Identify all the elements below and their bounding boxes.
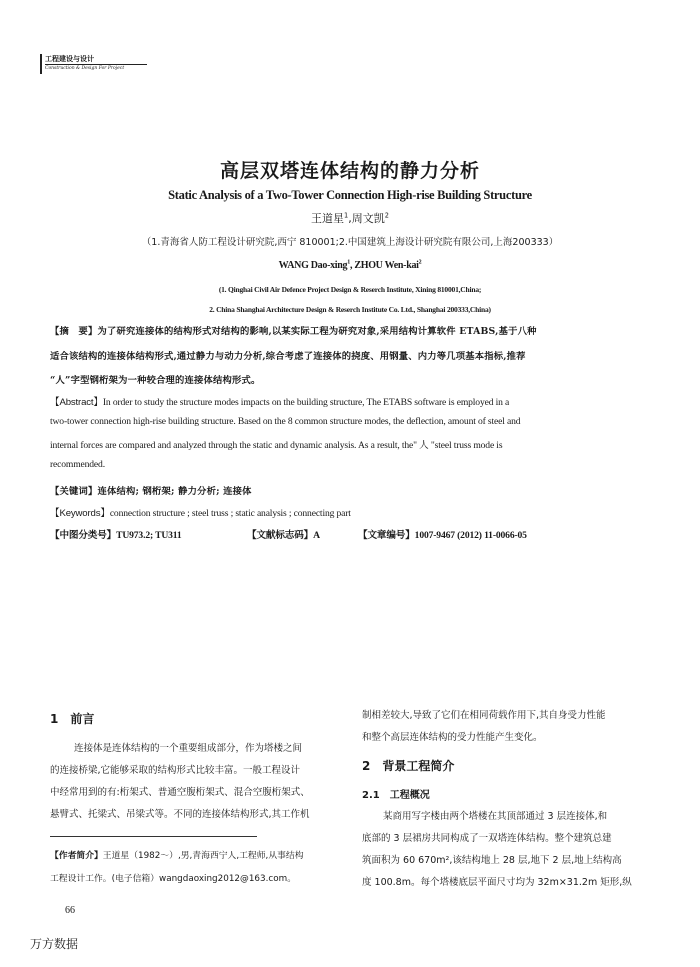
section-1-line: 悬臂式、托梁式、吊梁式等。不同的连接体结构形式,其工作机	[50, 809, 310, 820]
authors-cn	[0, 210, 700, 226]
author-note-line: 工程设计工作。(电子信箱）wangdaoxing2012@163.com。	[50, 874, 296, 884]
keywords-cn-label: 【关键词】	[50, 486, 98, 497]
author-2-en: ZHOU Wen-kai	[354, 260, 419, 271]
doc-code-value: A	[313, 530, 320, 541]
author-1-cn: 王道星	[311, 212, 345, 225]
right-col-line: 制相差较大,导致了它们在相同荷载作用下,其自身受力性能	[362, 710, 606, 721]
doc-code-label: 【文献标志码】	[247, 530, 314, 541]
section-1-heading: 1 前言	[50, 712, 95, 726]
author-1-cn-sup: 1	[344, 211, 349, 220]
abstract-cn-text: 为了研究连接体的结构形式对结构的影响,以某实际工程为研究对象,采用结构计算软件 ETABS,基于八种	[97, 326, 537, 337]
authors-cn-separator: ,	[348, 212, 352, 225]
affiliation-en-line: (1. Qinghai Civil Air Defence Project Design & Reserch Institute, Xining 810001,China;	[218, 285, 482, 294]
keywords-cn	[50, 483, 252, 497]
authors-en-separator: ,	[349, 260, 355, 271]
journal-name-en: Construction & Design For Project	[45, 66, 125, 71]
journal-name-cn: 工程建设与设计	[45, 55, 94, 63]
section-2-1-line: 某商用写字楼由两个塔楼在其顶部通过 3 层连接体,和	[383, 811, 608, 822]
author-note-line	[50, 848, 304, 861]
abstract-en-text: In order to study the structure modes impacts on the building structure, The ETABS software is employed in a	[102, 397, 510, 408]
abstract-cn-line	[50, 323, 537, 337]
section-1-line: 的连接桥梁,它能够采取的结构形式比较丰富。一般工程设计	[50, 765, 301, 776]
keywords-en-label: 【Keywords】	[50, 508, 110, 519]
paper-title-en: Static Analysis of a Two-Tower Connection High-rise Building Structure	[168, 188, 532, 202]
author-1-en: WANG Dao-xing	[278, 260, 348, 271]
abstract-en-line	[50, 394, 509, 408]
section-2-1-heading: 2.1 工程概况	[362, 790, 430, 801]
author-note-label: 【作者简介】	[50, 851, 103, 861]
abstract-en-label: 【Abstract】	[50, 397, 103, 408]
abstract-cn-line: “人”字型钢桁架为一种较合理的连接体结构形式。	[50, 375, 261, 386]
abstract-en-line: two-tower connection high-rise building structure. Based on the 8 common structure modes, the deflection, amount of steel and	[50, 416, 521, 427]
right-col-line: 和整个高层连体结构的受力性能产生变化。	[362, 732, 543, 743]
section-1-line: 中经常用到的有:桁架式、普通空腹桁架式、混合空腹桁架式、	[50, 787, 310, 798]
clc-value: TU973.2; TU311	[116, 530, 182, 541]
footnote-rule	[50, 836, 257, 837]
abstract-en-line: recommended.	[50, 459, 105, 470]
masthead-bar	[40, 54, 42, 74]
abstract-cn-label: 【摘 要】	[50, 326, 98, 337]
paper-title-cn: 高层双塔连体结构的静力分析	[219, 160, 480, 182]
keywords-en	[50, 505, 351, 519]
clc-label: 【中图分类号】	[50, 530, 117, 541]
masthead-rule	[45, 64, 147, 65]
classification-line	[50, 527, 182, 541]
author-2-en-sup: 2	[418, 259, 422, 266]
doc-code	[247, 527, 320, 541]
section-1-line: 连接体是连体结构的一个重要组成部分，作为塔楼之间	[74, 743, 303, 754]
source-watermark: 万方数据	[30, 937, 79, 951]
page-number: 66	[65, 905, 75, 916]
article-number-value: 1007-9467 (2012) 11-0066-05	[414, 530, 527, 541]
section-2-1-line: 底部的 3 层裙房共同构成了一双塔连体结构。整个建筑总建	[362, 833, 612, 844]
section-2-1-line: 度 100.8m。每个塔楼底层平面尺寸均为 32m×31.2m 矩形,纵	[362, 877, 632, 888]
section-2-1-line: 筑面积为 60 670m²,该结构地上 28 层,地下 2 层,地上结构高	[362, 855, 622, 866]
author-note-text: 王道星（1982～）,男,青海西宁人,工程师,从事结构	[102, 851, 304, 861]
author-1-en-sup: 1	[347, 259, 350, 266]
section-2-heading: 2 背景工程简介	[362, 759, 455, 773]
authors-en	[0, 260, 700, 271]
affiliation-en-line: 2. China Shanghai Architecture Design & Reserch Institute Co. Ltd., Shanghai 200333,China)	[209, 305, 491, 314]
author-2-cn: 周文凯	[351, 212, 385, 225]
abstract-cn-line: 适合该结构的连接体结构形式,通过静力与动力分析,综合考虑了连接体的挠度、用钢量、内力等几项基本指标,推荐	[50, 351, 526, 362]
affiliation-cn: （1.青海省人防工程设计研究院,西宁 810001;2.中国建筑上海设计研究院有限公司,上海200333）	[141, 237, 559, 248]
article-number-label: 【文章编号】	[358, 530, 415, 541]
article-number	[358, 527, 527, 541]
keywords-cn-text: 连体结构; 钢桁架; 静力分析; 连接体	[97, 486, 252, 497]
author-2-cn-sup: 2	[384, 211, 389, 220]
abstract-en-line: internal forces are compared and analyzed through the static and dynamic analysis. As a result, the" 人 "steel truss mode is	[50, 440, 503, 451]
keywords-en-text: connection structure ; steel truss ; static analysis ; connecting part	[109, 508, 351, 519]
